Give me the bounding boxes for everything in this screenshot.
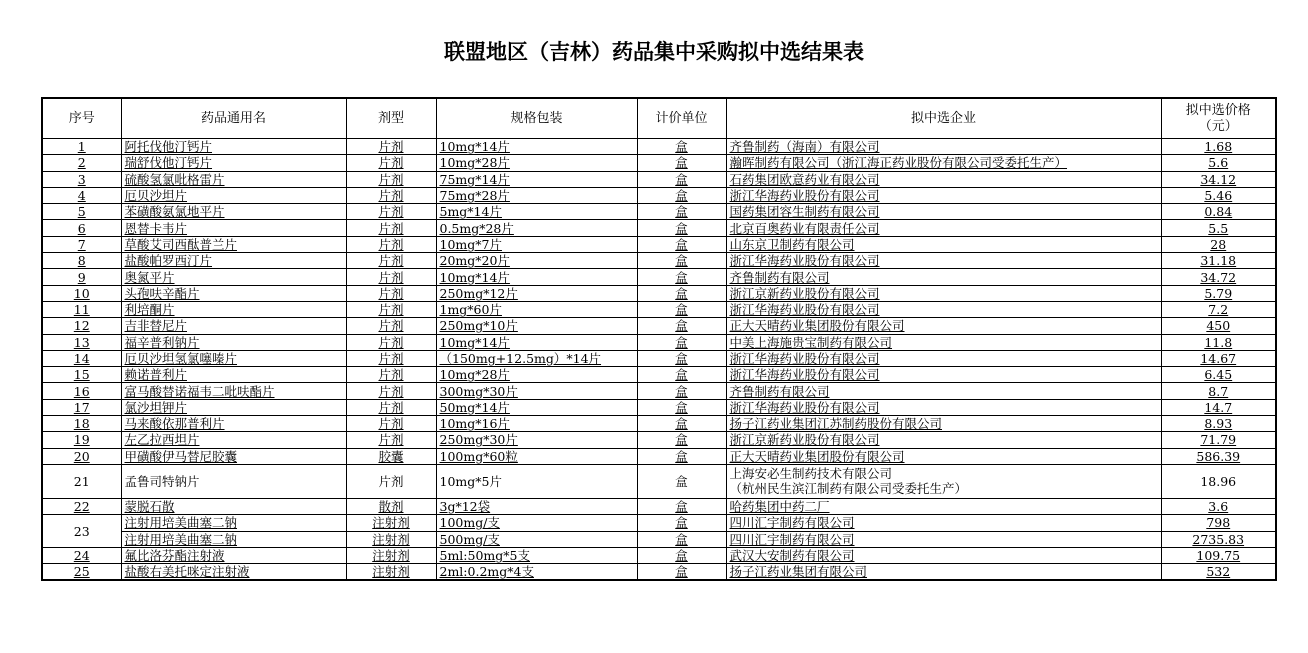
table-row (42, 187, 1276, 203)
cell-dosage-form: 片剂 (346, 432, 436, 448)
company-line1: 上海安必生制药技术有限公司 (729, 466, 893, 482)
cell-spec: 250mg*12片 (436, 285, 637, 301)
cell-drug-name: 硫酸氢氯吡格雷片 (121, 171, 346, 187)
cell-unit: 盒 (637, 448, 726, 464)
table-row (42, 531, 1276, 547)
cell-drug-name: 阿托伐他汀钙片 (121, 139, 346, 155)
cell-price: 18.96 (1161, 464, 1276, 498)
table-row (42, 350, 1276, 366)
cell-index: 11 (42, 301, 121, 317)
header-company: 拟中选企业 (726, 98, 1161, 139)
cell-drug-name: 孟鲁司特钠片 (121, 464, 346, 498)
cell-dosage-form: 片剂 (346, 269, 436, 285)
cell-drug-name: 注射用培美曲塞二钠 (121, 531, 346, 547)
cell-index: 5 (42, 204, 121, 220)
table-row (42, 220, 1276, 236)
cell-company: 哈药集团中药二厂 (726, 498, 1161, 514)
cell-drug-name: 氟比洛芬酯注射液 (121, 547, 346, 563)
cell-price: 8.7 (1161, 383, 1276, 399)
cell-spec: 10mg*28片 (436, 367, 637, 383)
cell-price: 14.67 (1161, 350, 1276, 366)
cell-spec: 2ml:0.2mg*4支 (436, 564, 637, 581)
cell-drug-name: 厄贝沙坦氢氯噻嗪片 (121, 350, 346, 366)
cell-unit: 盒 (637, 547, 726, 563)
cell-unit: 盒 (637, 236, 726, 252)
cell-company: 浙江华海药业股份有限公司 (726, 367, 1161, 383)
cell-dosage-form: 片剂 (346, 464, 436, 498)
cell-drug-name: 甲磺酸伊马替尼胶囊 (121, 448, 346, 464)
cell-unit: 盒 (637, 171, 726, 187)
cell-dosage-form: 注射剂 (346, 531, 436, 547)
cell-drug-name: 蒙脱石散 (121, 498, 346, 514)
cell-price: 5.79 (1161, 285, 1276, 301)
cell-dosage-form: 片剂 (346, 253, 436, 269)
cell-dosage-form: 片剂 (346, 236, 436, 252)
cell-company: 浙江华海药业股份有限公司 (726, 187, 1161, 203)
cell-dosage-form: 片剂 (346, 416, 436, 432)
cell-spec: 75mg*28片 (436, 187, 637, 203)
document-title: 联盟地区（吉林）药品集中采购拟中选结果表 (444, 40, 864, 64)
cell-company: 正大天晴药业集团股份有限公司 (726, 448, 1161, 464)
cell-drug-name: 奥氮平片 (121, 269, 346, 285)
cell-price: 2735.83 (1161, 531, 1276, 547)
cell-company: 国药集团容生制药有限公司 (726, 204, 1161, 220)
cell-index: 20 (42, 448, 121, 464)
header-spec: 规格包装 (436, 98, 637, 139)
cell-index: 2 (42, 155, 121, 171)
cell-spec: 50mg*14片 (436, 399, 637, 415)
cell-index: 17 (42, 399, 121, 415)
table-row (42, 285, 1276, 301)
cell-company: 齐鲁制药（海南）有限公司 (726, 139, 1161, 155)
cell-spec: 10mg*14片 (436, 139, 637, 155)
cell-drug-name: 赖诺普利片 (121, 367, 346, 383)
procurement-results-table (41, 97, 1277, 581)
table-row (42, 139, 1276, 155)
cell-spec: 10mg*5片 (436, 464, 637, 498)
cell-spec: 100mg/支 (436, 515, 637, 531)
cell-price: 5.6 (1161, 155, 1276, 171)
table-header-row (42, 98, 1276, 139)
cell-spec: 500mg/支 (436, 531, 637, 547)
table-row (42, 515, 1276, 531)
cell-unit: 盒 (637, 220, 726, 236)
cell-dosage-form: 片剂 (346, 204, 436, 220)
cell-drug-name: 草酸艾司西酞普兰片 (121, 236, 346, 252)
table-row (42, 269, 1276, 285)
cell-spec: 10mg*14片 (436, 269, 637, 285)
cell-dosage-form: 片剂 (346, 350, 436, 366)
cell-price: 31.18 (1161, 253, 1276, 269)
cell-unit: 盒 (637, 334, 726, 350)
cell-price: 7.2 (1161, 301, 1276, 317)
cell-unit: 盒 (637, 187, 726, 203)
cell-price: 14.7 (1161, 399, 1276, 415)
cell-dosage-form: 片剂 (346, 139, 436, 155)
cell-unit: 盒 (637, 204, 726, 220)
cell-index: 3 (42, 171, 121, 187)
cell-dosage-form: 片剂 (346, 285, 436, 301)
cell-company: 四川汇宇制药有限公司 (726, 531, 1161, 547)
cell-unit: 盒 (637, 498, 726, 514)
cell-company: 浙江华海药业股份有限公司 (726, 350, 1161, 366)
cell-price: 3.6 (1161, 498, 1276, 514)
cell-dosage-form: 注射剂 (346, 515, 436, 531)
cell-company: 浙江京新药业股份有限公司 (726, 432, 1161, 448)
cell-dosage-form: 注射剂 (346, 564, 436, 581)
company-line2: （杭州民生滨江制药有限公司受委托生产） (729, 481, 968, 497)
cell-price: 11.8 (1161, 334, 1276, 350)
cell-company: 扬子江药业集团有限公司 (726, 564, 1161, 581)
cell-dosage-form: 片剂 (346, 367, 436, 383)
cell-company: 扬子江药业集团江苏制药股份有限公司 (726, 416, 1161, 432)
cell-unit: 盒 (637, 399, 726, 415)
table-row (42, 399, 1276, 415)
cell-drug-name: 注射用培美曲塞二钠 (121, 515, 346, 531)
cell-dosage-form: 片剂 (346, 383, 436, 399)
cell-price: 109.75 (1161, 547, 1276, 563)
cell-drug-name: 福辛普利钠片 (121, 334, 346, 350)
header-drug-name: 药品通用名 (121, 98, 346, 139)
cell-drug-name: 盐酸帕罗西汀片 (121, 253, 346, 269)
table-row (42, 171, 1276, 187)
cell-index: 25 (42, 564, 121, 581)
cell-spec: 3g*12袋 (436, 498, 637, 514)
cell-spec: 100mg*60粒 (436, 448, 637, 464)
cell-unit: 盒 (637, 515, 726, 531)
cell-company: 瀚晖制药有限公司（浙江海正药业股份有限公司受委托生产） (726, 155, 1161, 171)
cell-index: 14 (42, 350, 121, 366)
table-row (42, 367, 1276, 383)
cell-index: 23 (42, 515, 121, 548)
cell-dosage-form: 片剂 (346, 334, 436, 350)
cell-unit: 盒 (637, 301, 726, 317)
header-index: 序号 (42, 98, 121, 139)
cell-index: 10 (42, 285, 121, 301)
cell-price: 71.79 (1161, 432, 1276, 448)
cell-drug-name: 恩替卡韦片 (121, 220, 346, 236)
cell-dosage-form: 注射剂 (346, 547, 436, 563)
cell-index: 4 (42, 187, 121, 203)
cell-price: 1.68 (1161, 139, 1276, 155)
cell-drug-name: 苯磺酸氨氯地平片 (121, 204, 346, 220)
cell-unit: 盒 (637, 285, 726, 301)
cell-drug-name: 富马酸替诺福韦二吡呋酯片 (121, 383, 346, 399)
cell-unit: 盒 (637, 253, 726, 269)
cell-company: 浙江京新药业股份有限公司 (726, 285, 1161, 301)
cell-price: 586.39 (1161, 448, 1276, 464)
cell-dosage-form: 片剂 (346, 220, 436, 236)
cell-drug-name: 马来酸依那普利片 (121, 416, 346, 432)
cell-price: 5.46 (1161, 187, 1276, 203)
cell-price: 0.84 (1161, 204, 1276, 220)
cell-company: 山东京卫制药有限公司 (726, 236, 1161, 252)
cell-price: 34.72 (1161, 269, 1276, 285)
cell-company: 武汉大安制药有限公司 (726, 547, 1161, 563)
cell-drug-name: 氯沙坦钾片 (121, 399, 346, 415)
table-row (42, 383, 1276, 399)
cell-index: 21 (42, 464, 121, 498)
cell-spec: 250mg*10片 (436, 318, 637, 334)
cell-price: 34.12 (1161, 171, 1276, 187)
cell-index: 8 (42, 253, 121, 269)
cell-index: 24 (42, 547, 121, 563)
cell-spec: 0.5mg*28片 (436, 220, 637, 236)
cell-dosage-form: 片剂 (346, 399, 436, 415)
cell-company (726, 464, 1161, 498)
cell-company: 齐鲁制药有限公司 (726, 383, 1161, 399)
cell-unit: 盒 (637, 531, 726, 547)
cell-spec: 10mg*16片 (436, 416, 637, 432)
cell-spec: 250mg*30片 (436, 432, 637, 448)
cell-dosage-form: 散剂 (346, 498, 436, 514)
table-row (42, 416, 1276, 432)
table-row (42, 547, 1276, 563)
table-row (42, 334, 1276, 350)
cell-index: 18 (42, 416, 121, 432)
cell-spec: 20mg*20片 (436, 253, 637, 269)
cell-spec: （150mg+12.5mg）*14片 (436, 350, 637, 366)
cell-spec: 75mg*14片 (436, 171, 637, 187)
cell-dosage-form: 片剂 (346, 155, 436, 171)
cell-company: 北京百奥药业有限责任公司 (726, 220, 1161, 236)
cell-unit: 盒 (637, 155, 726, 171)
cell-price: 28 (1161, 236, 1276, 252)
cell-price: 532 (1161, 564, 1276, 581)
header-price-line2: （元） (1198, 118, 1238, 134)
table-row (42, 236, 1276, 252)
cell-index: 9 (42, 269, 121, 285)
cell-index: 15 (42, 367, 121, 383)
cell-drug-name: 瑞舒伐他汀钙片 (121, 155, 346, 171)
table-row (42, 204, 1276, 220)
cell-dosage-form: 片剂 (346, 171, 436, 187)
cell-unit: 盒 (637, 464, 726, 498)
cell-company: 浙江华海药业股份有限公司 (726, 301, 1161, 317)
cell-drug-name: 吉非替尼片 (121, 318, 346, 334)
cell-unit: 盒 (637, 318, 726, 334)
cell-spec: 300mg*30片 (436, 383, 637, 399)
cell-dosage-form: 片剂 (346, 318, 436, 334)
cell-index: 7 (42, 236, 121, 252)
cell-unit: 盒 (637, 383, 726, 399)
cell-unit: 盒 (637, 269, 726, 285)
cell-unit: 盒 (637, 350, 726, 366)
cell-spec: 5mg*14片 (436, 204, 637, 220)
header-dosage-form: 剂型 (346, 98, 436, 139)
cell-unit: 盒 (637, 139, 726, 155)
cell-index: 12 (42, 318, 121, 334)
cell-company: 浙江华海药业股份有限公司 (726, 253, 1161, 269)
cell-spec: 10mg*28片 (436, 155, 637, 171)
cell-index: 1 (42, 139, 121, 155)
cell-index: 6 (42, 220, 121, 236)
cell-drug-name: 左乙拉西坦片 (121, 432, 346, 448)
header-price (1161, 98, 1276, 139)
cell-spec: 5ml:50mg*5支 (436, 547, 637, 563)
cell-spec: 1mg*60片 (436, 301, 637, 317)
header-price-line1: 拟中选价格 (1185, 102, 1251, 118)
cell-spec: 10mg*14片 (436, 334, 637, 350)
cell-drug-name: 盐酸右美托咪定注射液 (121, 564, 346, 581)
cell-drug-name: 利培酮片 (121, 301, 346, 317)
table-row (42, 498, 1276, 514)
cell-index: 22 (42, 498, 121, 514)
header-unit: 计价单位 (637, 98, 726, 139)
cell-price: 798 (1161, 515, 1276, 531)
cell-price: 5.5 (1161, 220, 1276, 236)
cell-company: 齐鲁制药有限公司 (726, 269, 1161, 285)
cell-spec: 10mg*7片 (436, 236, 637, 252)
cell-dosage-form: 胶囊 (346, 448, 436, 464)
cell-company: 四川汇宇制药有限公司 (726, 515, 1161, 531)
cell-drug-name: 头孢呋辛酯片 (121, 285, 346, 301)
table-row (42, 301, 1276, 317)
cell-price: 6.45 (1161, 367, 1276, 383)
cell-index: 13 (42, 334, 121, 350)
cell-index: 19 (42, 432, 121, 448)
table-row (42, 464, 1276, 498)
cell-unit: 盒 (637, 367, 726, 383)
cell-dosage-form: 片剂 (346, 301, 436, 317)
table-row (42, 318, 1276, 334)
table-row (42, 448, 1276, 464)
cell-drug-name: 厄贝沙坦片 (121, 187, 346, 203)
table-row (42, 253, 1276, 269)
cell-unit: 盒 (637, 432, 726, 448)
table-row (42, 432, 1276, 448)
cell-unit: 盒 (637, 416, 726, 432)
cell-unit: 盒 (637, 564, 726, 581)
cell-index: 16 (42, 383, 121, 399)
table-row (42, 564, 1276, 581)
cell-price: 8.93 (1161, 416, 1276, 432)
cell-company: 正大天晴药业集团股份有限公司 (726, 318, 1161, 334)
cell-dosage-form: 片剂 (346, 187, 436, 203)
cell-company: 浙江华海药业股份有限公司 (726, 399, 1161, 415)
cell-price: 450 (1161, 318, 1276, 334)
table-row (42, 155, 1276, 171)
cell-company: 中美上海施贵宝制药有限公司 (726, 334, 1161, 350)
cell-company: 石药集团欧意药业有限公司 (726, 171, 1161, 187)
